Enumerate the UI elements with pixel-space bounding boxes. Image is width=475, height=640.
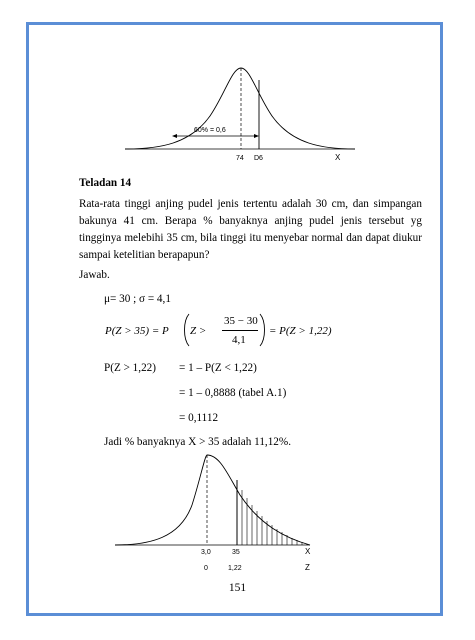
z-axis-label: Z [305, 563, 310, 572]
tick-label-d6: D6 [254, 155, 263, 162]
formula-denominator: 4,1 [232, 334, 246, 346]
fraction-bar [222, 330, 258, 331]
z-mean-label: 0 [204, 565, 208, 572]
normal-curve-figure-bottom [110, 450, 325, 575]
x-mean-label: 3,0 [201, 549, 211, 556]
normal-curve-figure-top [120, 56, 360, 168]
bell-curve [125, 68, 355, 149]
tick-label-74: 74 [236, 155, 244, 162]
step-line-3: = 0,1112 [179, 412, 219, 424]
formula-bracket-open [182, 313, 190, 347]
x-value-label: 35 [232, 549, 240, 556]
problem-line: bakunya 41 cm. Berapa % banyaknya anjing pudel jenis tersebut yg [79, 215, 422, 227]
step-lhs: P(Z > 1,22) [104, 362, 156, 374]
axis-label-x: X [335, 153, 341, 162]
step-line-1: = 1 – P(Z < 1,22) [179, 362, 257, 374]
z-value-label: 1,22 [228, 565, 242, 572]
formula-lhs: P(Z > 35) = P [105, 325, 169, 337]
problem-line: tingginya melebihi 35 cm, bila tinggi itu menyebar normal dan dapat diukur [79, 232, 422, 244]
arrow-head-right [254, 134, 259, 138]
formula-rhs: = P(Z > 1,22) [269, 325, 332, 337]
problem-text [79, 196, 422, 264]
problem-line: Rata-rata tinggi anjing pudel jenis tertentu adalah 30 cm, dan simpangan [79, 198, 422, 210]
shaded-tail-area [237, 480, 307, 545]
percent-annotation: 60% = 0,6 [194, 127, 226, 134]
formula-numerator: 35 − 30 [224, 315, 258, 327]
arrow-head-left [172, 134, 177, 138]
formula-bracket-close [259, 313, 267, 347]
example-heading: Teladan 14 [79, 177, 132, 189]
parameters: μ= 30 ; σ = 4,1 [104, 293, 171, 305]
conclusion: Jadi % banyaknya X > 35 adalah 11,12%. [104, 436, 292, 448]
answer-label: Jawab. [79, 269, 110, 281]
bell-curve [115, 455, 310, 545]
problem-line: sampai ketelitian berapapun? [79, 249, 210, 261]
x-axis-label: X [305, 547, 311, 556]
formula-z-prefix: Z > [190, 325, 207, 337]
page-number: 151 [228, 582, 247, 594]
step-line-2: = 1 – 0,8888 (tabel A.1) [179, 387, 287, 399]
